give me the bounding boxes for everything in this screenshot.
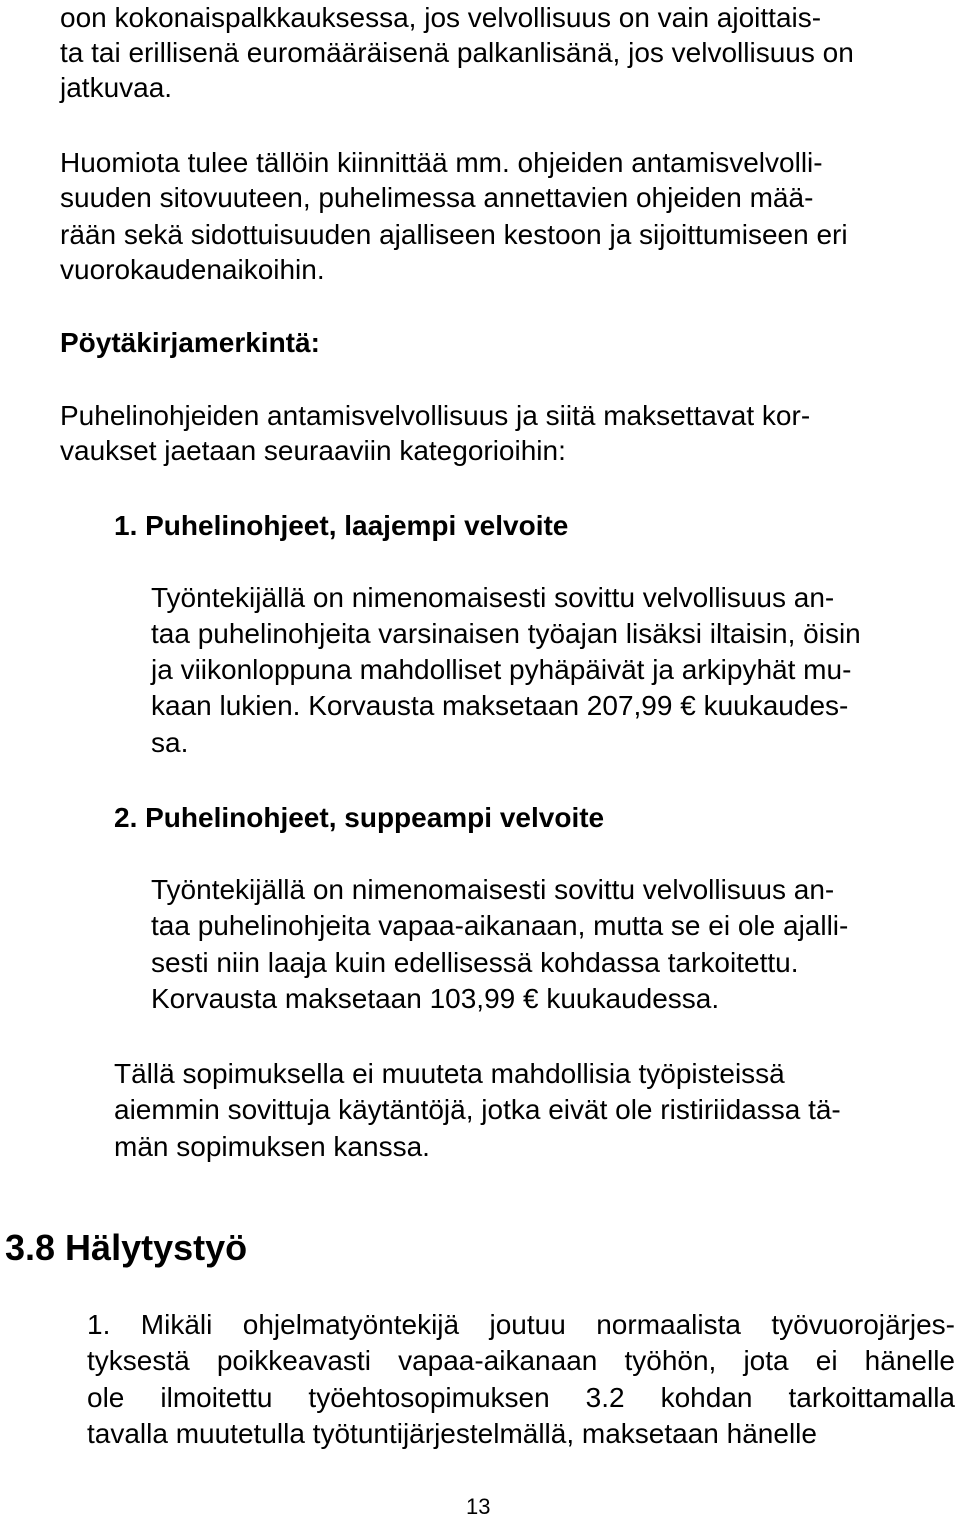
- closing-line-1: Tällä sopimuksella ei muuteta mahdollisia työpisteissä: [114, 1058, 785, 1089]
- category-2-line-2: taa puhelinohjeita vapaa-aikanaan, mutta se ei ole ajalli-: [151, 910, 849, 941]
- page-number: 13: [466, 1494, 491, 1519]
- alarm-line-1: [87, 1307, 955, 1343]
- category-1-title: 1. Puhelinohjeet, laajempi velvoite: [114, 510, 569, 541]
- intro-line-1: oon kokonaispalkkauksessa, jos velvollisuus on vain ajoittais-: [60, 2, 822, 33]
- category-1-line-1: Työntekijällä on nimenomaisesti sovittu velvollisuus an-: [151, 582, 835, 613]
- category-2-line-4: Korvausta maksetaan 103,99 € kuukaudessa.: [151, 983, 720, 1014]
- closing-line-2: aiemmin sovittuja käytäntöjä, jotka eivät ole ristiriidassa tä-: [114, 1094, 841, 1125]
- note-line-3: rään sekä sidottuisuuden ajalliseen kestoon ja sijoittumiseen eri: [60, 219, 848, 250]
- note-line-4: vuorokaudenaikoihin.: [60, 254, 325, 285]
- intro-line-3: jatkuvaa.: [60, 72, 173, 103]
- category-2-title: 2. Puhelinohjeet, suppeampi velvoite: [114, 802, 605, 833]
- alarm-line-1-text: 1. Mikäli ohjelmatyöntekijä joutuu normaalista työvuorojärjes-: [87, 1309, 955, 1340]
- alarm-line-2: tyksestä poikkeavasti vapaa-aikanaan työhön, jota ei hänelle: [87, 1345, 955, 1376]
- note-line-1: Huomiota tulee tällöin kiinnittää mm. ohjeiden antamisvelvolli-: [60, 147, 823, 178]
- protocol-heading: Pöytäkirjamerkintä:: [60, 327, 320, 358]
- section-heading: 3.8 Hälytystyö: [5, 1227, 248, 1268]
- protocol-line-1: Puhelinohjeiden antamisvelvollisuus ja siitä maksettavat kor-: [60, 400, 811, 431]
- category-1-line-3: ja viikonloppuna mahdolliset pyhäpäivät ja arkipyhät mu-: [151, 654, 852, 685]
- category-1-line-5: sa.: [151, 727, 189, 758]
- note-line-2: suuden sitovuuteen, puhelimessa annettavien ohjeiden mää-: [60, 182, 814, 213]
- protocol-line-2: vaukset jaetaan seuraaviin kategorioihin:: [60, 435, 566, 466]
- category-2-line-1: Työntekijällä on nimenomaisesti sovittu velvollisuus an-: [151, 874, 835, 905]
- intro-line-2: ta tai erillisenä euromääräisenä palkanlisänä, jos velvollisuus on: [60, 37, 854, 68]
- category-1-line-2: taa puhelinohjeita varsinaisen työajan lisäksi iltaisin, öisin: [151, 618, 861, 649]
- category-1-line-4: kaan lukien. Korvausta maksetaan 207,99 € kuukaudes-: [151, 690, 849, 721]
- alarm-line-4: tavalla muutetulla työtuntijärjestelmällä, maksetaan hänelle: [87, 1418, 817, 1449]
- alarm-line-3: ole ilmoitettu työehtosopimuksen 3.2 kohdan tarkoittamalla: [87, 1382, 955, 1413]
- category-2-line-3: sesti niin laaja kuin edellisessä kohdassa tarkoitettu.: [151, 947, 799, 978]
- closing-line-3: män sopimuksen kanssa.: [114, 1131, 430, 1162]
